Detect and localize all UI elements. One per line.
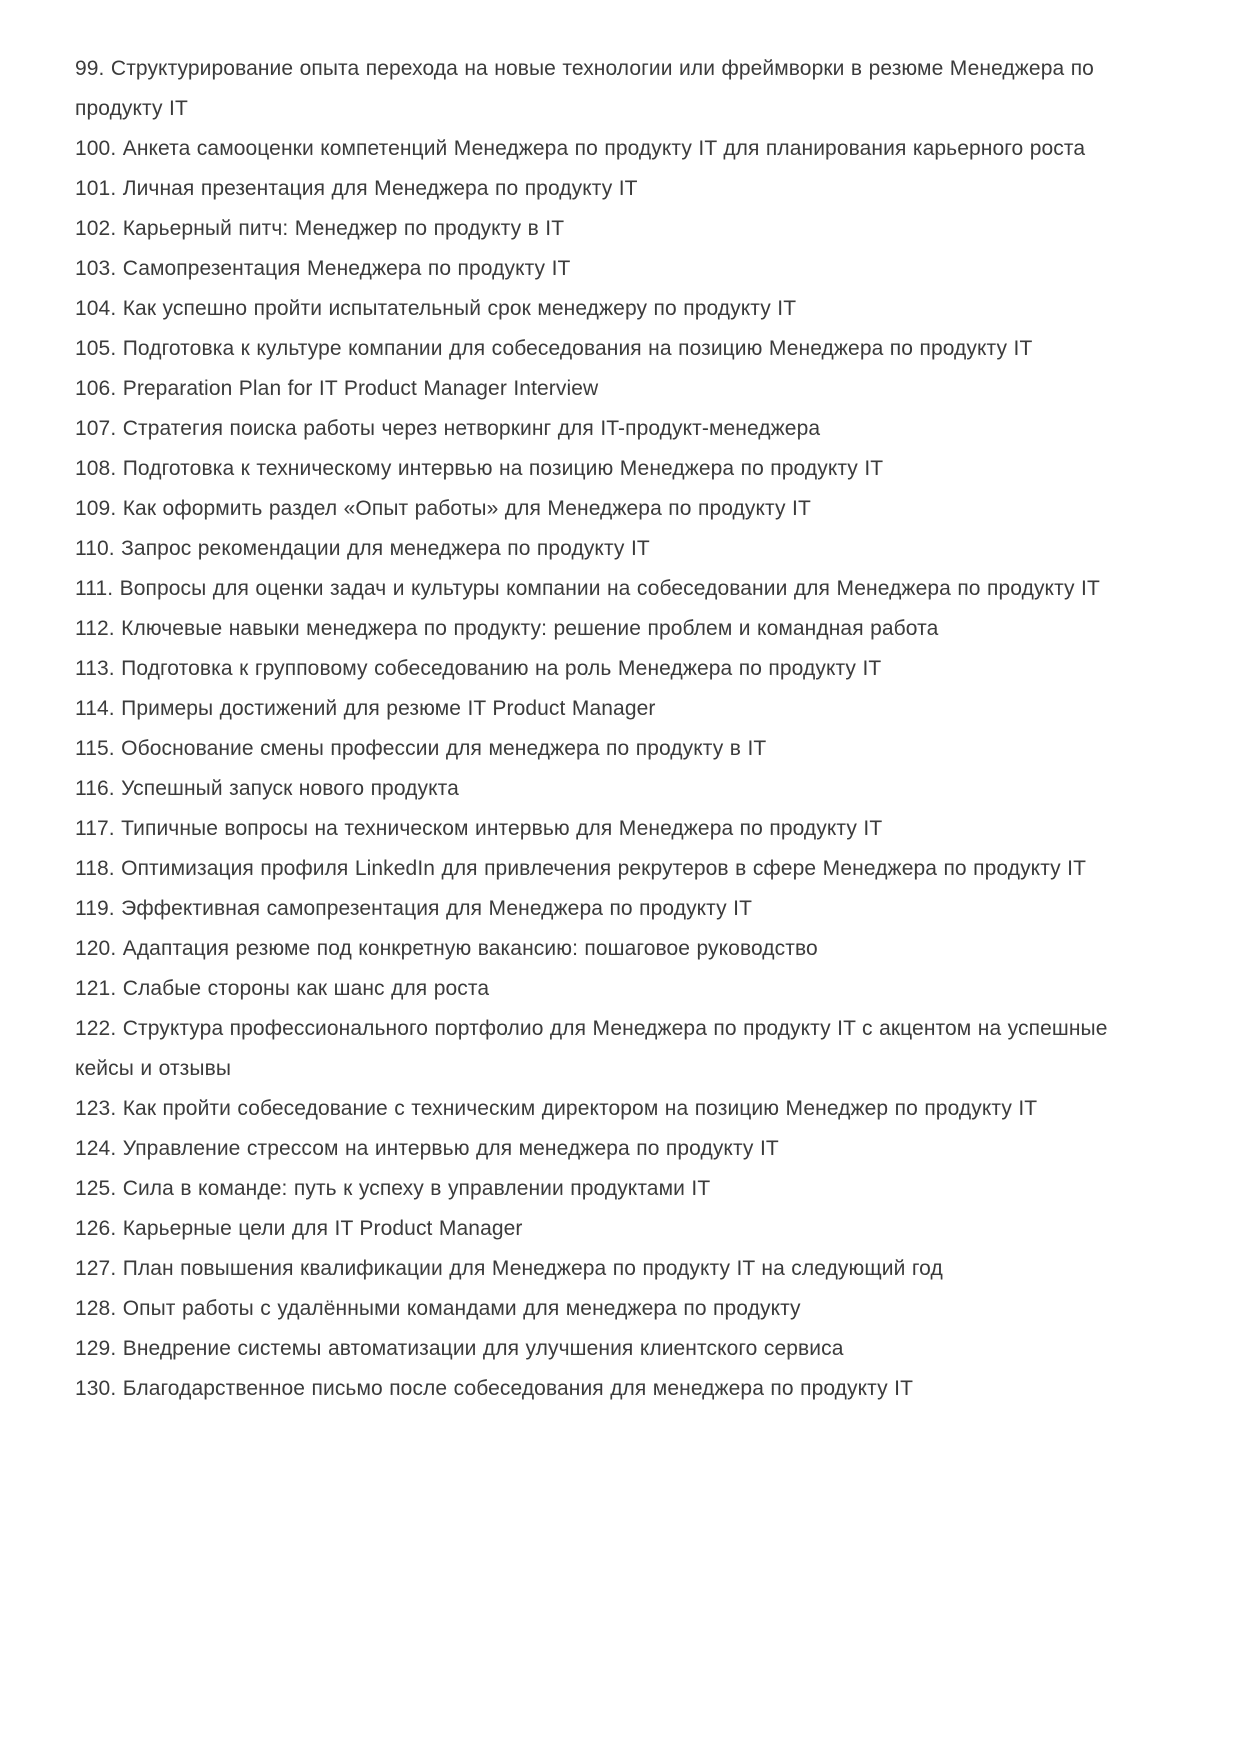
- list-item: 124. Управление стрессом на интервью для менеджера по продукту IT: [75, 1137, 779, 1160]
- list-item: 101. Личная презентация для Менеджера по продукту IT: [75, 177, 638, 200]
- list-item: 121. Слабые стороны как шанс для роста: [75, 977, 490, 1000]
- list-item: 117. Типичные вопросы на техническом интервью для Менеджера по продукту IT: [75, 817, 883, 840]
- list-item: 107. Стратегия поиска работы через нетворкинг для IT-продукт-менеджера: [75, 417, 821, 440]
- list-item: 99. Структурирование опыта перехода на новые технологии или фреймворки в резюме Менеджера по продукту IT: [75, 57, 1094, 120]
- list-item: 130. Благодарственное письмо после собеседования для менеджера по продукту IT: [75, 1377, 913, 1400]
- list-item: 115. Обоснование смены профессии для менеджера по продукту в IT: [75, 737, 767, 760]
- list-item: 116. Успешный запуск нового продукта: [75, 777, 459, 800]
- list-item: 110. Запрос рекомендации для менеджера по продукту IT: [75, 537, 650, 560]
- list-item: 122. Структура профессионального портфолио для Менеджера по продукту IT с акцентом на успешные кейсы и отзывы: [75, 1017, 1108, 1080]
- list-item: 106. Preparation Plan for IT Product Manager Interview: [75, 377, 599, 400]
- list-item: 120. Адаптация резюме под конкретную вакансию: пошаговое руководство: [75, 937, 818, 960]
- list-item: 118. Оптимизация профиля LinkedIn для привлечения рекрутеров в сфере Менеджера по продукту IT: [75, 857, 1087, 880]
- list-item: 102. Карьерный питч: Менеджер по продукту в IT: [75, 217, 565, 240]
- list-item: 111. Вопросы для оценки задач и культуры компании на собеседовании для Менеджера по продукту IT: [75, 577, 1100, 600]
- list-item: 127. План повышения квалификации для Менеджера по продукту IT на следующий год: [75, 1257, 943, 1280]
- list-item: 113. Подготовка к групповому собеседованию на роль Менеджера по продукту IT: [75, 657, 882, 680]
- list-item: 104. Как успешно пройти испытательный срок менеджеру по продукту IT: [75, 297, 797, 320]
- list-item: 128. Опыт работы с удалёнными командами для менеджера по продукту: [75, 1297, 801, 1320]
- list-item: 103. Самопрезентация Менеджера по продукту IT: [75, 257, 571, 280]
- list-item: 105. Подготовка к культуре компании для собеседования на позицию Менеджера по продукту IT: [75, 337, 1033, 360]
- list-item: 123. Как пройти собеседование с техническим директором на позицию Менеджер по продукту IT: [75, 1097, 1038, 1120]
- list-item: 100. Анкета самооценки компетенций Менеджера по продукту IT для планирования карьерного роста: [75, 137, 1086, 160]
- list-item: 112. Ключевые навыки менеджера по продукту: решение проблем и командная работа: [75, 617, 939, 640]
- topic-list: [75, 49, 1165, 1409]
- list-item: 119. Эффективная самопрезентация для Менеджера по продукту IT: [75, 897, 753, 920]
- list-item: 109. Как оформить раздел «Опыт работы» для Менеджера по продукту IT: [75, 497, 811, 520]
- list-item: 108. Подготовка к техническому интервью на позицию Менеджера по продукту IT: [75, 457, 884, 480]
- list-item: 129. Внедрение системы автоматизации для улучшения клиентского сервиса: [75, 1337, 844, 1360]
- list-item: 114. Примеры достижений для резюме IT Product Manager: [75, 697, 656, 720]
- list-item: 126. Карьерные цели для IT Product Manager: [75, 1217, 523, 1240]
- list-item: 125. Сила в команде: путь к успеху в управлении продуктами IT: [75, 1177, 711, 1200]
